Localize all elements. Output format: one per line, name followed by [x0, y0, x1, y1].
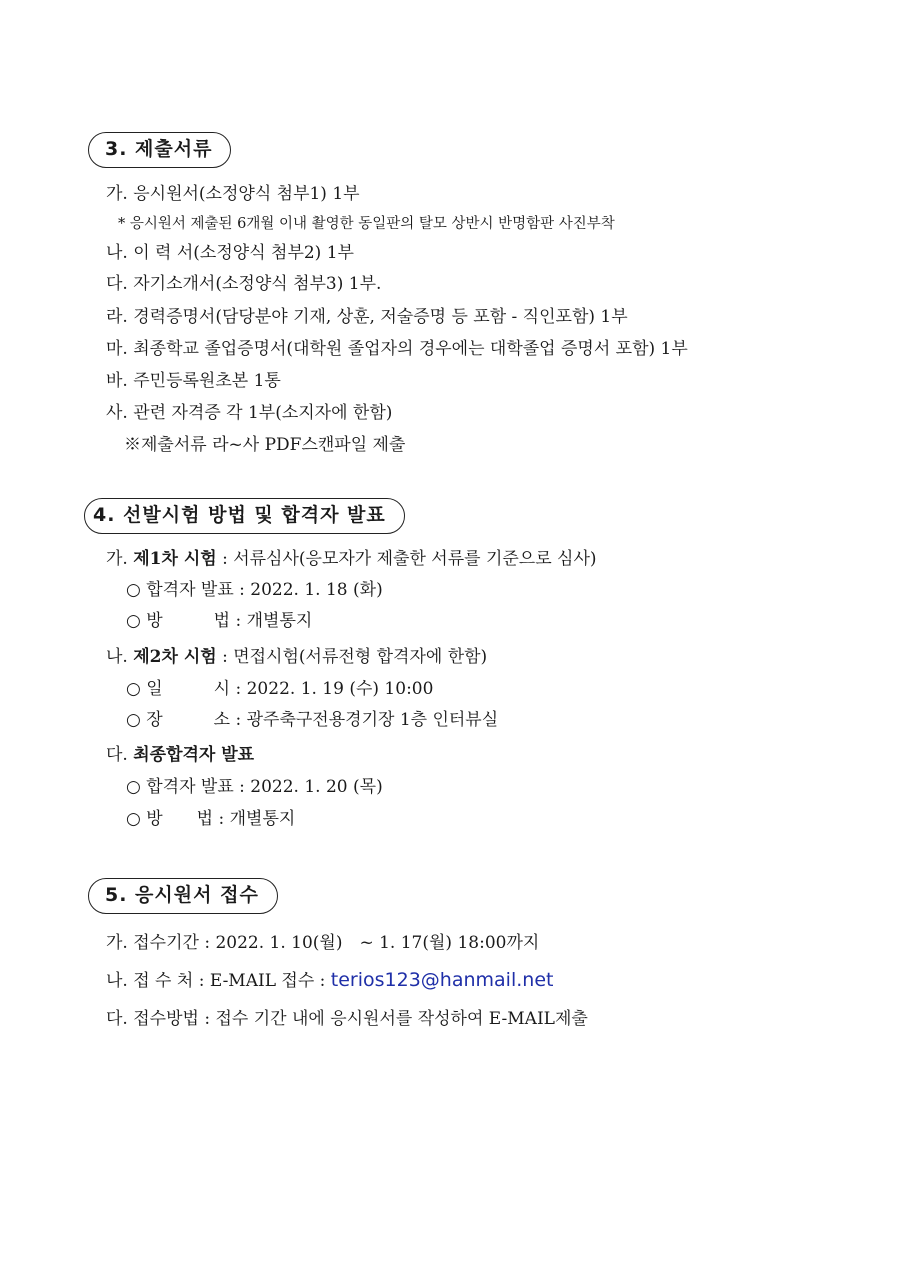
- exam-first-announce: ○ 합격자 발표 : 2022. 1. 18 (화): [126, 580, 383, 600]
- exam-second-label: 제2차 시험: [133, 647, 217, 667]
- exam-first-desc: : 서류심사(응모자가 제출한 서류를 기준으로 심사): [216, 549, 597, 569]
- section-title-5: 5. 응시원서 접수: [88, 878, 278, 914]
- exam-second-desc: : 면접시험(서류전형 합격자에 한함): [216, 647, 488, 667]
- receipt-method: 다. 접수방법 : 접수 기간 내에 응시원서를 작성하여 E-MAIL제출: [106, 1009, 588, 1029]
- final-announce-prefix: 다.: [106, 745, 134, 765]
- exam-first-label: 제1차 시험: [133, 549, 217, 569]
- receipt-place: [106, 969, 553, 992]
- note-pdf: ※제출서류 라~사 PDF스캔파일 제출: [124, 435, 406, 455]
- exam-second-prefix: 나.: [106, 647, 134, 667]
- exam-first: [106, 548, 597, 570]
- item-graduation-cert: 마. 최종학교 졸업증명서(대학원 졸업자의 경우에는 대학졸업 증명서 포함) 1부: [106, 339, 688, 359]
- exam-first-method: ○ 방 법 : 개별통지: [126, 611, 313, 631]
- section-title-3: 3. 제출서류: [88, 132, 231, 168]
- receipt-period: 가. 접수기간 : 2022. 1. 10(월) ~ 1. 17(월) 18:00까지: [106, 933, 540, 953]
- item-self-intro: 다. 자기소개서(소정양식 첨부3) 1부.: [106, 274, 382, 294]
- note-photo: * 응시원서 제출된 6개월 이내 촬영한 동일판의 탈모 상반시 반명함판 사진부착: [118, 216, 615, 232]
- email-link[interactable]: terios123@hanmail.net: [330, 969, 554, 991]
- item-license: 사. 관련 자격증 각 1부(소지자에 한함): [106, 403, 393, 423]
- receipt-place-label: 나. 접 수 처 : E-MAIL 접수 :: [106, 971, 331, 991]
- item-resident-register: 바. 주민등록원초본 1통: [106, 371, 281, 391]
- item-career-cert: 라. 경력증명서(담당분야 기재, 상훈, 저술증명 등 포함 - 직인포함) 1부: [106, 307, 628, 327]
- exam-first-prefix: 가.: [106, 549, 134, 569]
- exam-second-place: ○ 장 소 : 광주축구전용경기장 1층 인터뷰실: [126, 710, 499, 730]
- item-application-form: 가. 응시원서(소정양식 첨부1) 1부: [106, 184, 360, 204]
- final-announce-date: ○ 합격자 발표 : 2022. 1. 20 (목): [126, 777, 383, 797]
- final-announce: [106, 744, 254, 766]
- final-announce-method: ○ 방 법 : 개별통지: [126, 809, 296, 829]
- section-title-4: 4. 선발시험 방법 및 합격자 발표: [84, 498, 405, 534]
- final-announce-label: 최종합격자 발표: [133, 745, 255, 765]
- item-resume: 나. 이 력 서(소정양식 첨부2) 1부: [106, 243, 354, 263]
- exam-second: [106, 646, 487, 668]
- exam-second-datetime: ○ 일 시 : 2022. 1. 19 (수) 10:00: [126, 679, 434, 699]
